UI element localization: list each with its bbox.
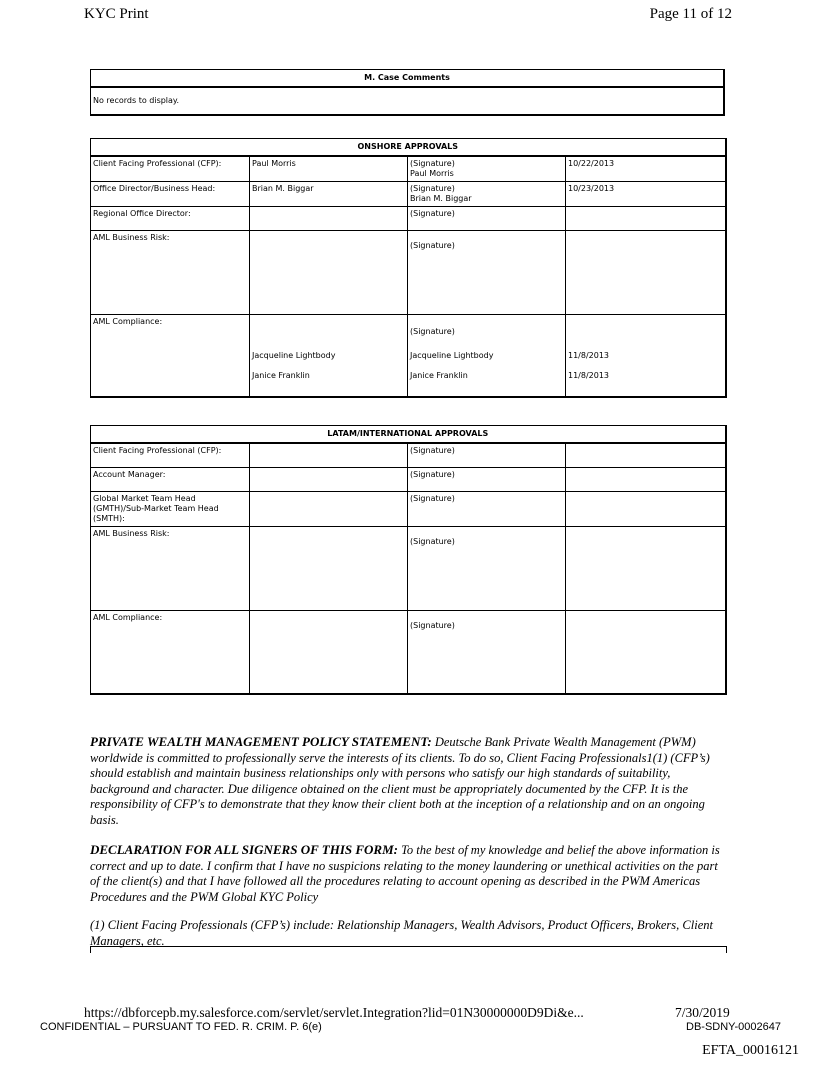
table-row: [91, 610, 726, 694]
policy-statement-heading: PRIVATE WEALTH MANAGEMENT POLICY STATEMENT:: [90, 734, 432, 749]
signature-label: (Signature): [410, 209, 455, 218]
table-row: [91, 491, 726, 526]
case-comments-table: [90, 69, 725, 116]
approver-name: Jacqueline Lightbody: [252, 351, 336, 360]
policy-statement: [90, 734, 730, 828]
approval-role-label: AML Compliance:: [91, 610, 250, 694]
approval-role-label: AML Business Risk:: [91, 526, 250, 610]
footer-print-date: 7/30/2019: [675, 1005, 730, 1020]
signature-label: (Signature): [408, 610, 566, 694]
approval-date: 11/8/2013: [568, 371, 610, 380]
signature-cell: [408, 315, 566, 397]
no-records-text: No records to display.: [91, 87, 725, 115]
case-comments-title: M. Case Comments: [91, 70, 725, 88]
approver-name: [250, 231, 408, 315]
signature-label: (Signature): [410, 159, 455, 168]
approver-name: Paul Morris: [250, 156, 408, 182]
approval-date: [566, 443, 726, 467]
table-row: [91, 231, 726, 315]
footnote: (1) Client Facing Professionals (CFP’s) include: Relationship Managers, Wealth Advisors, Product Officers, Brokers, Client Managers, etc.: [90, 918, 713, 948]
divider: [90, 946, 727, 953]
approval-date: 11/8/2013: [568, 351, 610, 360]
page-number: Page 11 of 12: [649, 6, 732, 22]
signature-label: (Signature): [410, 184, 455, 193]
signature-cell: [408, 182, 566, 207]
approval-date: [566, 467, 726, 491]
approval-role-label: Client Facing Professional (CFP):: [91, 443, 250, 467]
table-row: [91, 467, 726, 491]
approver-name: [250, 610, 408, 694]
signature-label: (Signature): [408, 526, 566, 610]
approval-dates-cell: [566, 315, 726, 397]
table-row: [91, 207, 726, 231]
approver-name: [250, 526, 408, 610]
approval-date: 10/22/2013: [566, 156, 726, 182]
latam-approvals-table: [90, 425, 727, 695]
approver-name: Brian M. Biggar: [250, 182, 408, 207]
approval-role-label: Global Market Team Head (GMTH)/Sub-Market Team Head (SMTH):: [91, 491, 250, 526]
confidential-notice: CONFIDENTIAL – PURSUANT TO FED. R. CRIM. P. 6(e): [40, 1021, 322, 1033]
approver-name: [250, 207, 408, 231]
approval-role-label: Account Manager:: [91, 467, 250, 491]
approver-names-cell: [250, 315, 408, 397]
approval-date: [566, 207, 726, 231]
signature-cell: [408, 207, 566, 231]
approver-name: [250, 443, 408, 467]
approval-date: [566, 526, 726, 610]
signer-name: Janice Franklin: [410, 371, 468, 380]
signer-name: Paul Morris: [410, 169, 454, 178]
onshore-approvals-table: [90, 138, 727, 398]
signature-label: (Signature): [408, 231, 566, 315]
signature-label: (Signature): [410, 327, 455, 336]
footer-url: https://dbforcepb.my.salesforce.com/servlet/servlet.Integration?lid=01N30000000D9Di&e...: [84, 1005, 584, 1020]
table-row: [91, 443, 726, 467]
approval-date: [566, 610, 726, 694]
policy-statement-text: Deutsche Bank Private Wealth Management (PWM) worldwide is committed to professionally serve the interests of its clients. To do so, Client Facing Professionals1(1) (CFP’s) should establish and maintain business relationships only with persons who satisfy our high standards of suitability, background and character. Due diligence obtained on the client must be appropriately documented by the CFP. It is the responsibility of CFP's to demonstrate that they know their client both at the inception of a relationship and on an ongoing basis.: [90, 735, 710, 827]
declaration: [90, 842, 730, 905]
approver-name: Janice Franklin: [252, 371, 310, 380]
approval-role-label: AML Compliance:: [91, 315, 250, 397]
approver-name: [250, 467, 408, 491]
table-row: [91, 156, 726, 182]
approval-date: [566, 491, 726, 526]
table-row: [91, 315, 726, 397]
onshore-approvals-title: ONSHORE APPROVALS: [91, 139, 726, 157]
declaration-text: To the best of my knowledge and belief the above information is correct and up to date. I confirm that I have no suspicions relating to the money laundering or unethical activities on the part of the client(s) and that I have followed all the procedures relating to account opening as described in the PWM Americas Procedures and the PWM Global KYC Policy: [90, 843, 720, 904]
signer-name: Brian M. Biggar: [410, 194, 472, 203]
bates-number: DB-SDNY-0002647: [686, 1021, 781, 1033]
approval-role-label: Regional Office Director:: [91, 207, 250, 231]
declaration-heading: DECLARATION FOR ALL SIGNERS OF THIS FORM:: [90, 842, 398, 857]
print-header-title: KYC Print: [84, 6, 149, 22]
approval-role-label: AML Business Risk:: [91, 231, 250, 315]
signature-cell: [408, 156, 566, 182]
approval-date: [566, 231, 726, 315]
table-row: [91, 182, 726, 207]
signer-name: Jacqueline Lightbody: [410, 351, 494, 360]
signature-label: (Signature): [408, 443, 566, 467]
table-row: [91, 526, 726, 610]
approval-role-label: Office Director/Business Head:: [91, 182, 250, 207]
approval-role-label: Client Facing Professional (CFP):: [91, 156, 250, 182]
latam-approvals-title: LATAM/INTERNATIONAL APPROVALS: [91, 426, 726, 444]
approval-date: 10/23/2013: [566, 182, 726, 207]
approver-name: [250, 491, 408, 526]
signature-label: (Signature): [408, 491, 566, 526]
signature-label: (Signature): [408, 467, 566, 491]
efta-number: EFTA_00016121: [702, 1043, 799, 1058]
